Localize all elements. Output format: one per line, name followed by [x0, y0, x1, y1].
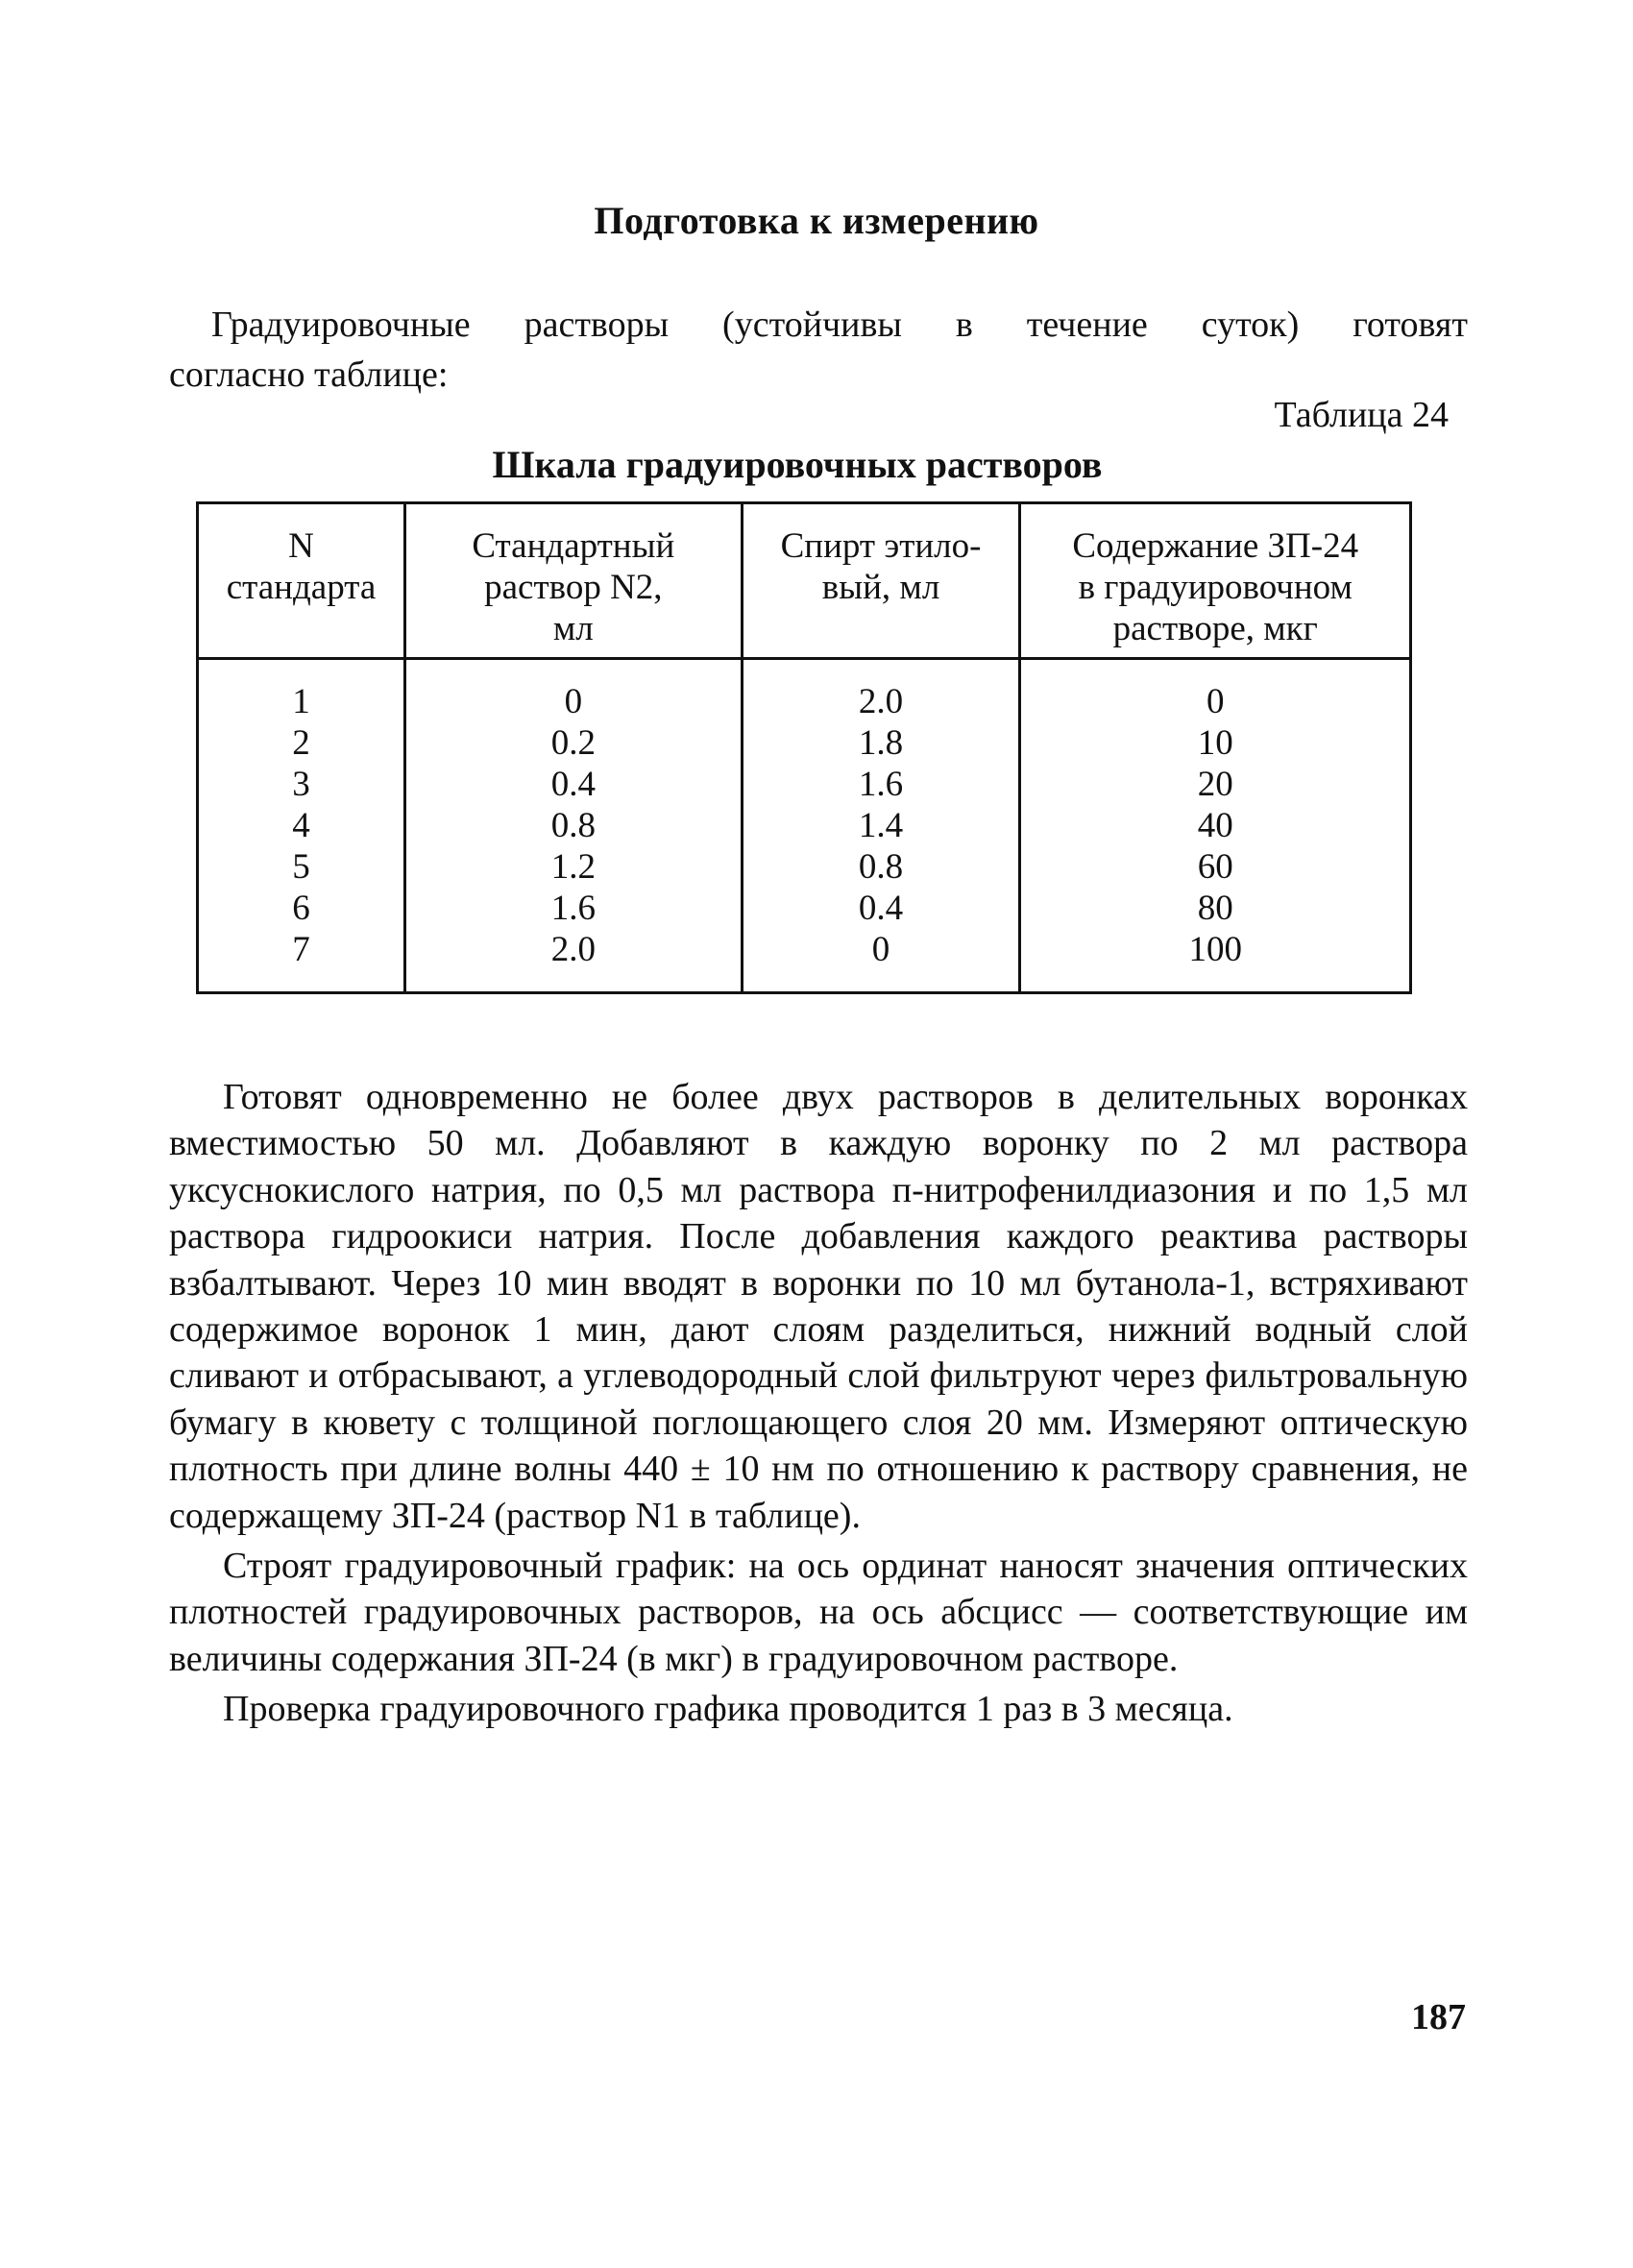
- cell-alcohol: 1.4: [742, 805, 1020, 846]
- table-row: [198, 722, 1411, 764]
- cell-solution: 0: [405, 659, 743, 723]
- cell-standard: 7: [198, 929, 405, 993]
- cell-solution: 1.2: [405, 846, 743, 888]
- cell-solution: 2.0: [405, 929, 743, 993]
- cell-content: 20: [1020, 764, 1411, 805]
- table-row: [198, 846, 1411, 888]
- cell-solution: 0.8: [405, 805, 743, 846]
- cell-standard: 4: [198, 805, 405, 846]
- page-number: 187: [1411, 1997, 1466, 2037]
- table-header-row: [198, 503, 1411, 659]
- cell-content: 0: [1020, 659, 1411, 723]
- cell-content: 40: [1020, 805, 1411, 846]
- calibration-table: [196, 501, 1412, 994]
- cell-solution: 1.6: [405, 888, 743, 929]
- cell-content: 10: [1020, 722, 1411, 764]
- table-row: [198, 659, 1411, 723]
- cell-alcohol: 0: [742, 929, 1020, 993]
- cell-alcohol: 1.8: [742, 722, 1020, 764]
- cell-alcohol: 2.0: [742, 659, 1020, 723]
- table-number-label: Таблица 24: [1274, 395, 1449, 435]
- intro-line-2: согласно таблице:: [169, 354, 449, 395]
- cell-solution: 0.2: [405, 722, 743, 764]
- paragraph-procedure: Готовят одновременно не более двух растворов в делительных воронках вместимостью 50 мл. Добавляют в каждую воронку по 2 мл раствора уксуснокислого натрия, по 0,5 мл раствора п-нитрофенилдиазония и по 1,5 мл раствора гидроокиси натрия. После добавления каждого реактива растворы взбалтывают. Через 10 мин вводят в воронки по 10 мл бутанола-1, встряхивают содержимое воронок 1 мин, дают слоям разделиться, нижний водный слой сливают и отбрасывают, а углеводородный слой фильтруют через фильтровальную бумагу в кювету с толщиной поглощающего слоя 20 мм. Измеряют оптическую плотность при длине волны 440 ± 10 нм по отношению к раствору сравнения, не содержащему ЗП-24 (раствор N1 в таблице).: [169, 1077, 1468, 1536]
- table-row: [198, 929, 1411, 993]
- cell-alcohol: 0.8: [742, 846, 1020, 888]
- cell-content: 80: [1020, 888, 1411, 929]
- intro-line-1: Градуировочные растворы (устойчивы в течение суток) готовят: [211, 305, 1468, 345]
- paragraph-calibration-graph: Строят градуировочный график: на ось ординат наносят значения оптических плотностей градуировочных растворов, на ось абсцисс — соответствующие им величины содержания ЗП-24 (в мкг) в градуировочном растворе.: [169, 1546, 1468, 1679]
- cell-alcohol: 0.4: [742, 888, 1020, 929]
- body-text: [169, 1074, 1468, 1737]
- header-standard-number: N стандарта: [198, 503, 405, 659]
- cell-content: 100: [1020, 929, 1411, 993]
- cell-standard: 1: [198, 659, 405, 723]
- section-title: Подготовка к измерению: [594, 199, 1039, 242]
- header-standard-solution: Стандартный раствор N2, мл: [405, 503, 743, 659]
- table-row: [198, 888, 1411, 929]
- header-ethyl-alcohol: Спирт этило- вый, мл: [742, 503, 1020, 659]
- cell-content: 60: [1020, 846, 1411, 888]
- cell-standard: 6: [198, 888, 405, 929]
- header-content: Содержание ЗП-24 в градуировочном растворе, мкг: [1020, 503, 1411, 659]
- cell-standard: 2: [198, 722, 405, 764]
- table-title: Шкала градуировочных растворов: [492, 443, 1103, 486]
- paragraph-graph-check: Проверка градуировочного графика проводится 1 раз в 3 месяца.: [223, 1689, 1233, 1730]
- table-title-wrap: [0, 442, 1633, 487]
- cell-solution: 0.4: [405, 764, 743, 805]
- intro-paragraph: [169, 300, 1468, 400]
- cell-standard: 5: [198, 846, 405, 888]
- cell-standard: 3: [198, 764, 405, 805]
- cell-alcohol: 1.6: [742, 764, 1020, 805]
- table-row: [198, 805, 1411, 846]
- table-row: [198, 764, 1411, 805]
